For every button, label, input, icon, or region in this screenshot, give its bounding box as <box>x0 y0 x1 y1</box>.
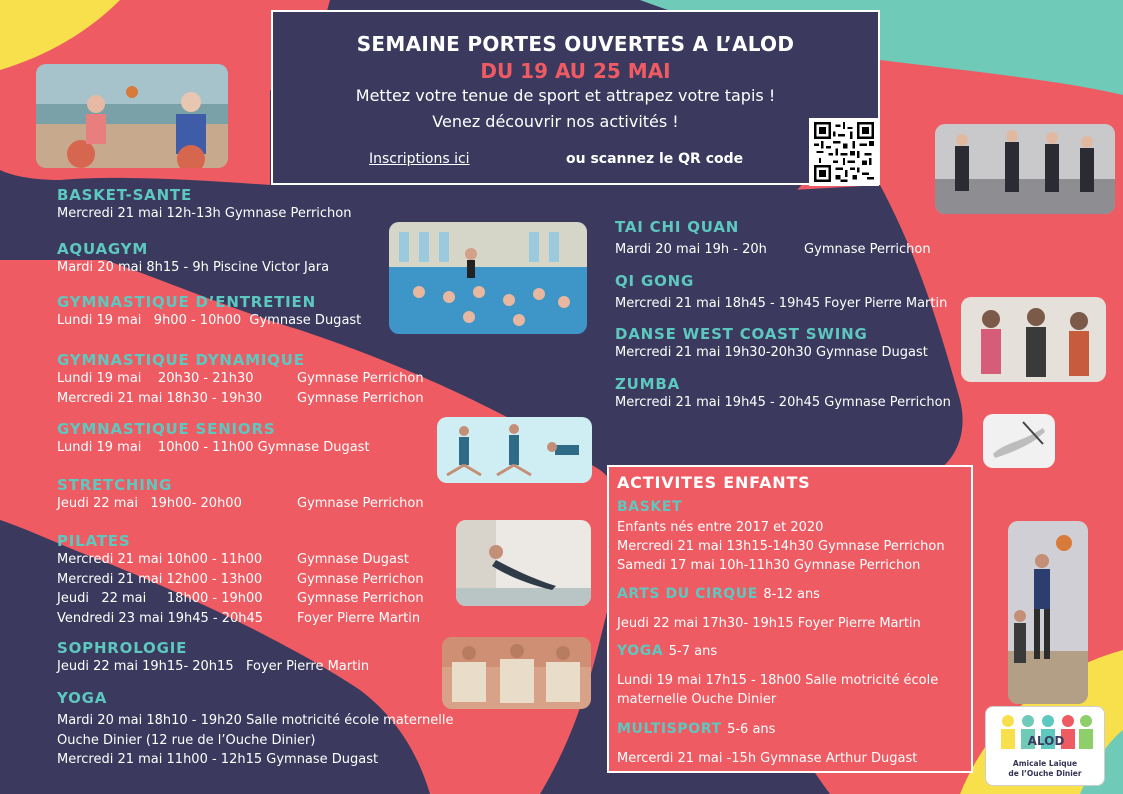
activity-row <box>57 369 437 389</box>
activity-title: GYMNASTIQUE DYNAMIQUE <box>57 351 305 369</box>
logo-line-2: de l’Ouche Dinier <box>1008 769 1082 778</box>
photo-danse <box>961 297 1106 382</box>
cirque-label: ARTS DU CIRQUE <box>617 586 758 602</box>
row-where: Gymnase Perrichon <box>297 571 424 587</box>
activity-title: QI GONG <box>615 272 695 290</box>
activity-line: Lundi 19 mai 17h15 - 18h00 Salle motricité école <box>617 673 939 688</box>
activity-title: GYMNASTIQUE D’ENTRETIEN <box>57 293 316 311</box>
photo-tai-chi <box>935 124 1115 214</box>
activity-line: Lundi 19 mai 9h00 - 10h00 Gymnase Dugast <box>57 313 362 328</box>
activity-line: Mercredi 21 mai 18h45 - 19h45 Foyer Pierre Martin <box>615 296 948 311</box>
yoga-label: YOGA <box>617 643 664 659</box>
row-when: Jeudi 22 mai 18h00 - 19h00 <box>57 591 263 606</box>
photo-basket-enfants <box>1008 521 1088 704</box>
activity-line: Samedi 17 mai 10h-11h30 Gymnase Perrichon <box>617 558 921 573</box>
activity-line: Jeudi 22 mai 17h30- 19h15 Foyer Pierre Martin <box>617 616 921 631</box>
yoga-age: 5-7 ans <box>668 644 718 659</box>
activity-title: GYMNASTIQUE SENIORS <box>57 420 276 438</box>
activity-line: Mercredi 21 mai 11h00 - 12h15 Gymnase Dugast <box>57 752 379 767</box>
enfants-box <box>607 465 973 773</box>
logo-letters: ALOD <box>1027 734 1065 748</box>
enfants-basket-title: BASKET <box>617 499 683 515</box>
logo-line-1: Amicale Laïque <box>1012 759 1078 768</box>
enfants-multisport-title <box>617 721 775 737</box>
activity-title: TAI CHI QUAN <box>615 218 740 236</box>
qr-instruction: ou scannez le QR code <box>566 151 744 167</box>
activity-row <box>57 609 437 629</box>
left-activities <box>57 186 597 776</box>
row-where: Gymnase Perrichon <box>297 371 424 386</box>
cirque-age: 8-12 ans <box>763 587 820 602</box>
activity-line: Jeudi 22 mai 19h15- 20h15 Foyer Pierre Martin <box>57 659 370 674</box>
activity-row <box>57 570 437 590</box>
activity-line: Mercredi 21 mai 19h45 - 20h45 Gymnase Perrichon <box>615 395 951 410</box>
multisport-label: MULTISPORT <box>617 721 722 737</box>
intro-line-1: Mettez votre tenue de sport et attrapez votre tapis ! <box>355 86 776 105</box>
activity-line: Lundi 19 mai 10h00 - 11h00 Gymnase Dugast <box>57 440 370 455</box>
row-where: Gymnase Dugast <box>297 552 409 567</box>
activity-line: Mardi 20 mai 8h15 - 9h Piscine Victor Jara <box>57 260 330 275</box>
activity-line: Mardi 20 mai 18h10 - 19h20 Salle motricité école maternelle <box>57 713 454 728</box>
activity-row <box>57 494 437 514</box>
inscriptions-link[interactable]: Inscriptions ici <box>369 151 470 167</box>
activity-line: Mardi 20 mai 19h - 20h Gymnase Perrichon <box>615 242 931 257</box>
page-title: SEMAINE PORTES OUVERTES A L’ALOD <box>356 32 795 56</box>
activity-row <box>57 589 437 609</box>
row-where: Gymnase Perrichon <box>297 591 424 606</box>
qr-code[interactable] <box>809 118 879 186</box>
alod-logo <box>985 706 1105 786</box>
activity-title: BASKET-SANTE <box>57 186 193 204</box>
activity-line: Mercerdi 21 mai -15h Gymnase Arthur Dugast <box>617 751 918 766</box>
row-where: Gymnase Perrichon <box>297 496 424 511</box>
activity-line: Mercredi 21 mai 13h15-14h30 Gymnase Perrichon <box>617 539 945 554</box>
activity-title: AQUAGYM <box>57 240 149 258</box>
activity-title: DANSE WEST COAST SWING <box>615 325 868 343</box>
row-when: Mercredi 21 mai 18h30 - 19h30 <box>57 390 263 406</box>
activity-row <box>57 550 437 570</box>
row-where: Foyer Pierre Martin <box>297 610 421 626</box>
photo-basket-sante <box>36 64 228 168</box>
activity-line: Enfants nés entre 2017 et 2020 <box>617 520 824 535</box>
activity-title: STRETCHING <box>57 476 173 494</box>
activity-title: ZUMBA <box>615 375 681 393</box>
enfants-cirque-title <box>617 586 820 602</box>
activity-line: Mercredi 21 mai 12h-13h Gymnase Perrichon <box>57 206 352 221</box>
activity-line: Mercredi 21 mai 19h30-20h30 Gymnase Dugast <box>615 345 928 360</box>
activity-line: Ouche Dinier (12 rue de l’Ouche Dinier) <box>57 732 316 748</box>
row-where: Gymnase Perrichon <box>297 390 424 406</box>
enfants-yoga-title <box>617 643 717 659</box>
row-when: Vendredi 23 mai 19h45 - 20h45 <box>57 610 264 626</box>
activity-title: PILATES <box>57 532 131 550</box>
activity-title: YOGA <box>57 689 108 707</box>
activity-title: SOPHROLOGIE <box>57 639 188 657</box>
event-dates: DU 19 AU 25 MAI <box>480 59 671 83</box>
header-box <box>271 10 880 185</box>
row-when: Jeudi 22 mai 19h00- 20h00 <box>57 496 242 511</box>
enfants-title: ACTIVITES ENFANTS <box>617 473 811 492</box>
row-when: Mercredi 21 mai 12h00 - 13h00 <box>57 571 263 587</box>
intro-line-2: Venez découvrir nos activités ! <box>432 112 679 131</box>
multisport-age: 5-6 ans <box>727 722 776 737</box>
activity-line: maternelle Ouche Dinier <box>617 692 777 707</box>
row-when: Mercredi 21 mai 10h00 - 11h00 <box>57 552 263 567</box>
photo-drawing-hand <box>983 414 1055 468</box>
right-activities <box>615 218 975 418</box>
row-when: Lundi 19 mai 20h30 - 21h30 <box>57 371 254 386</box>
activity-row <box>57 389 437 409</box>
